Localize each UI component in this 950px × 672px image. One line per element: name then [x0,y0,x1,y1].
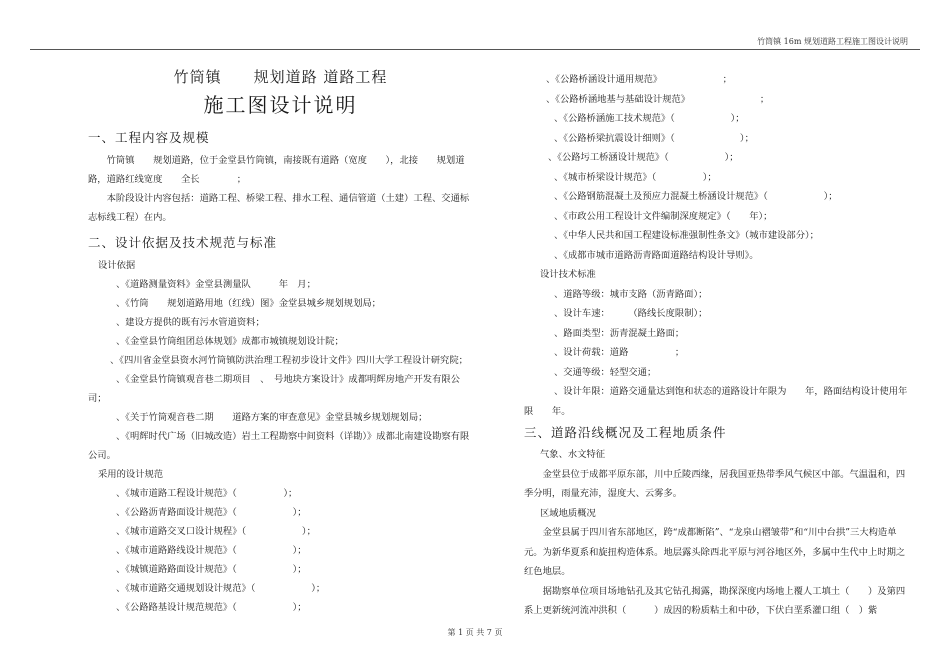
code-item: 、《城市道路路线设计规范》（ ）； [116,545,307,556]
tech-item: 、设计车速： （路线长度限制）； [554,308,708,319]
code-item: 、《公路路基设计规范规范》（ ）； [116,602,307,613]
document-title-line1: 竹筒镇 规划道路 道路工程 [173,68,388,86]
code-item: 、《城市桥梁设计规范》（ ）； [554,171,717,183]
running-header: 竹筒镇 16m 规划道路工程施工图设计说明 [757,37,908,46]
geology-para2: 据勘察单位项目场地钻孔及其它钻孔揭露，勘探深度内场地上覆人工填土（ ）及第四系上更新统河流冲洪积（ ）成因的粉质粘土和中砂，下伏白垩系灌口组（ ）紫 [524,585,906,616]
code-item: 、《公路桥梁抗震设计细则》（ ）； [554,132,754,144]
left-column [88,62,473,617]
document-title-line2: 施工图设计说明 [203,93,358,117]
basis-item: 、《四川省金堂县资水河竹筒镇防洪治理工程初步设计文件》四川大学工程设计研究院； [110,355,468,366]
page-footer: 第 1 页 共 7 页 [447,628,503,637]
section3-heading: 三、道路沿线概况及工程地质条件 [524,425,727,440]
geology-title: 区域地质概况 [540,507,596,519]
tech-item: 、设计年限：道路交通量达到饱和状态的道路设计年限为 年，路面结构设计使用年限 年。 [524,386,908,417]
basis-item: 、《竹筒 规划道路用地（红线）图》金堂县城乡规划规划局； [116,298,381,309]
basis-item: 、《金堂县竹筒镇观音巷二期项目 、 号地块方案设计》成都明辉房地产开发有限公司； [88,374,460,404]
code-item: 、《公路桥涵地基与基础设计规范》 ； [546,93,770,105]
tech-item: 、路面类型：沥青混凝土路面； [554,327,685,339]
climate-title: 气象、水文特征 [540,449,606,460]
section1-para1: 竹筒镇 规划道路，位于金堂县竹筒镇，南接既有道路（宽度 ），北接 规划道路，道路红线宽度 全长 ； [88,155,465,185]
code-item: 、《城市道路交通规划设计规范》（ ）； [116,583,326,594]
tech-item: 、交通等级：轻型交通； [554,366,657,378]
basis-item: 、《金堂县竹筒组团总体规划》成都市城镇规划设计院； [116,336,344,347]
right-column [524,70,914,621]
basis-item: 、《道路测量资料》金堂县测量队 年 月； [116,279,316,290]
tech-item: 、设计荷载：道路 ； [554,347,685,358]
code-item: 、《市政公用工程设计文件编制深度规定》（ 年）； [554,210,773,222]
basis-item: 、《关于竹筒观音巷二期 道路方案的审查意见》金堂县城乡规划规划局； [116,412,428,423]
tech-title: 设计技术标准 [540,269,596,280]
climate-para: 金堂县位于成都平原东部，川中丘陵西缘，居我国亚热带季风气候区中部。气温温和，四季分明，雨量充沛，湿度大、云雾多。 [524,468,906,499]
code-item: 、《城市道路交叉口设计规程》（ ）； [116,526,316,537]
header-rule [30,49,920,50]
code-item: 、《成都市城市道路沥青路面道路结构设计导则》。 [554,249,759,261]
code-item: 、《城市道路工程设计规范》（ ）； [116,488,298,499]
code-item: 、《公路钢筋混凝土及预应力混凝土桥涵设计规范》（ ）； [554,191,838,202]
section1-heading: 一、工程内容及规模 [88,130,210,145]
geology-para1: 金堂县属于四川省东部地区，跨“成都断陷”、“龙泉山褶皱带”和“川中台拱”三大构造单元。为新华夏系和旋扭构造体系。地层露头除西北平原与河谷地区外，多属中生代中上时期之红色地层。 [524,527,906,577]
codes-title: 采用的设计规范 [98,469,164,480]
basis-item: 、《明辉时代广场（旧城改造）岩土工程勘察中间资料（详勘）》成都北南建设勘察有限公司。 [88,431,470,461]
code-item: 、《公路桥涵设计通用规范》 ； [546,74,732,85]
basis-item: 、建设方提供的既有污水管道资料； [116,317,265,328]
section2-heading: 二、设计依据及技术规范与标准 [88,235,278,250]
code-item: 、《公路沥青路面设计规范》（ ）； [116,507,307,518]
code-item: 、《中华人民共和国工程建设标准强制性条文》（城市建设部分）； [554,230,819,241]
section1-para2: 本阶段设计内容包括：道路工程、桥梁工程、排水工程、通信管道（土建）工程、交通标志标线工程）在内。 [88,193,470,223]
code-item: 、《公路桥涵施工技术规范》（ ）； [554,113,745,124]
basis-title: 设计依据 [98,260,136,271]
tech-item: 、道路等级：城市支路（沥青路面）； [554,288,708,300]
code-item: 、《公路圬工桥涵设计规范》（ ）； [548,152,739,163]
code-item: 、《城镇道路路面设计规范》（ ）； [116,564,307,575]
